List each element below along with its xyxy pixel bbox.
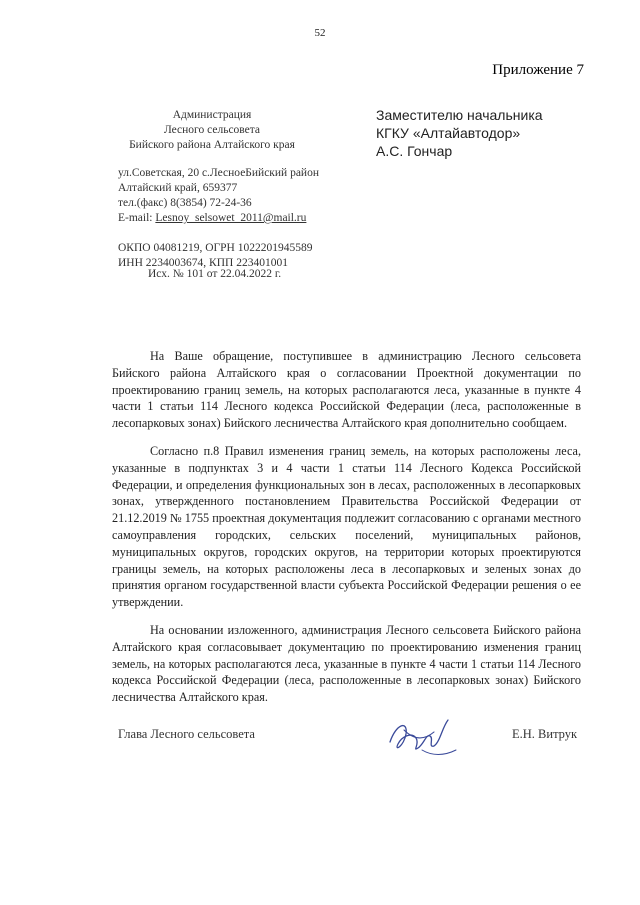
recipient-line: Заместителю начальника — [376, 107, 543, 123]
sender-codes-line: ИНН 2234003674, КПП 223401001 — [118, 257, 288, 269]
appendix-label: Приложение 7 — [492, 62, 584, 78]
sender-codes-line: ОКПО 04081219, ОГРН 1022201945589 — [118, 242, 313, 254]
handwritten-signature — [382, 712, 462, 764]
sender-address-line: ул.Советская, 20 с.ЛесноеБийский район — [118, 167, 319, 179]
sender-org-line: Лесного сельсовета — [163, 124, 261, 136]
recipient-line: КГКУ «Алтайавтодор» — [376, 125, 521, 141]
body-paragraph: Согласно п.8 Правил изменения границ земель, на которых расположены леса, указанные в подпунктах 3 и 4 части 1 статьи 114 Лесного Кодекса Российской Федерации, и определения функциональных зон в лесах, расположенных в лесопарковых зонах, утвержденного постановлением Правительства Российской Федерации от 21.12.2019 № 1755 проектная документация подлежит согласованию с органами местного самоуправления городских, сельских поселений, муниципальных районов, муниципальных округов, городских округов, на территории которых проектируются границы земель, на которых расположены леса в лесопарковых и зеленых зонах до принятия органом государственной власти субъекта Российской Федерации решения о ее утверждении. — [112, 443, 581, 610]
page-number: 52 — [314, 27, 326, 39]
sender-contacts — [118, 166, 319, 226]
sender-org-line: Администрация — [172, 109, 252, 121]
recipient-line: А.С. Гончар — [376, 143, 453, 159]
outgoing-reference: Исх. № 101 от 22.04.2022 г. — [148, 268, 282, 280]
sender-block — [112, 108, 319, 271]
sender-email-row — [118, 211, 319, 226]
sender-email-link[interactable]: Lesnoy_selsowet_2011@mail.ru — [155, 212, 307, 224]
sender-phone: тел.(факс) 8(3854) 72-24-36 — [118, 197, 252, 209]
sender-address-line: Алтайский край, 659377 — [118, 182, 238, 194]
body-paragraph: На Ваше обращение, поступившее в администрацию Лесного сельсовета Бийского района Алтайского края о согласовании Проектной документации по проектированию границ земель, на которых располагаются леса, указанные в пункте 4 части 1 статьи 114 Лесного кодекса Российской Федерации (леса, расположенные в лесопарковых зонах) Бийского лесничества Алтайского края дополнительно сообщаем. — [112, 349, 581, 431]
letter-body — [112, 348, 581, 706]
signatory-position: Глава Лесного сельсовета — [118, 727, 255, 741]
recipient-block — [376, 106, 543, 160]
sender-email-label: E-mail: — [118, 212, 153, 224]
sender-registration-codes — [118, 241, 319, 271]
sender-org-line: Бийского района Алтайского края — [129, 139, 295, 151]
signatory-name: Е.Н. Витрук — [512, 727, 578, 741]
body-paragraph: На основании изложенного, администрация Лесного сельсовета Бийского района Алтайского края согласовывает документацию по проектированию изменения границ земель, на которых располагаются леса, указанные в пункте 4 части 1 статьи 114 Лесного кодекса Российской Федерации (леса, расположенные в лесопарковых зонах) Бийского лесничества Алтайского края. — [112, 622, 581, 705]
sender-organization — [112, 108, 312, 153]
